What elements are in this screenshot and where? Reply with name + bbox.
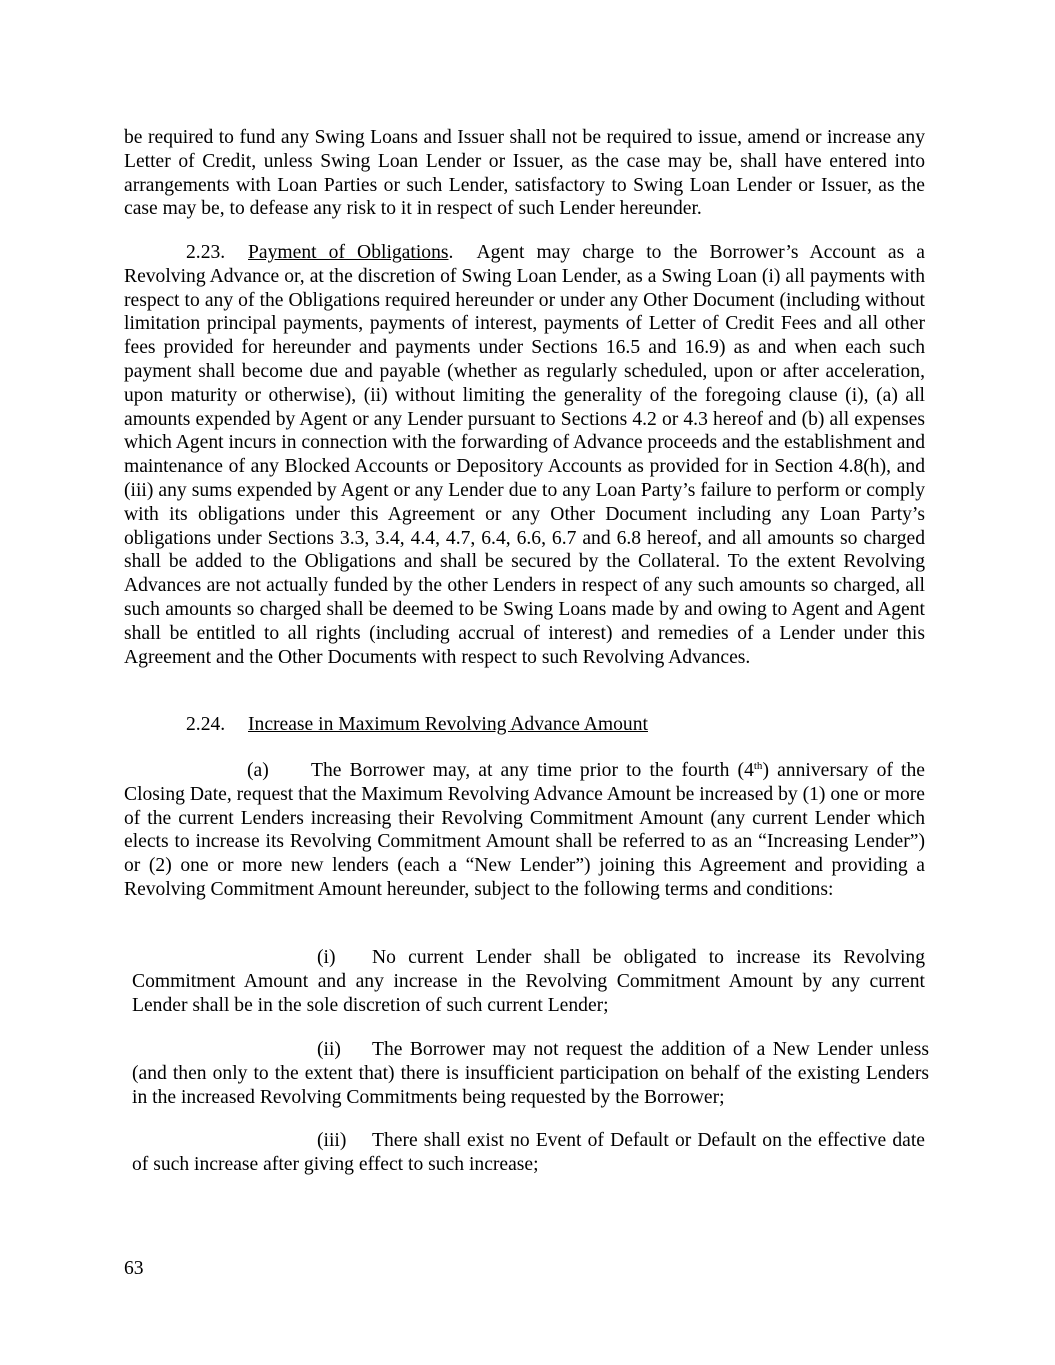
section-body: Agent may charge to the Borrower’s Account as a Revolving Advance or, at the discretion of Swing Loan Lender, as a Swing Loan (i) all payments with respect to any of the Obligations required hereunder or under any Other Document (including without limitation principal payments, payments of interest, payments of Letter of Credit Fees and all other fees provided for hereunder and payments under Sections 16.5 and 16.9) as and when each such payment shall become due and payable (whether as regularly scheduled, upon or after acceleration, upon maturity or otherwise), (ii) without limiting the generality of the foregoing clause (i), (a) all amounts expended by Agent or any Lender pursuant to Sections 4.2 or 4.3 hereof and (b) all expenses which Agent incurs in connection with the forwarding of Advance proceeds and the establishment and maintenance of any Blocked Accounts or Depository Accounts as provided for in Section 4.8(h), and (iii) any sums expended by Agent or any Lender due to any Loan Party’s failure to perform or comply with its obligations under this Agreement or any Other Document including any Loan Party’s obligations under Sections 3.3, 3.4, 4.4, 4.7, 6.4, 6.6, 6.7 and 6.8 hereof, and all amounts so charged shall be added to the Obligations and shall be secured by the Collateral. To the extent Revolving Advances are not actually funded by the other Lenders in respect of any such amounts so charged, all such amounts so charged shall be deemed to be Swing Loans made by and owing to Agent and Agent shall be entitled to all rights (including accrual of interest) and remedies of a Lender under this Agreement and the Other Documents with respect to such Revolving Advances. bbox=[124, 242, 926, 668]
clause-text-part1: The Borrower may, at any time prior to the fourth (4 bbox=[311, 760, 754, 781]
clause-text: No current Lender shall be obligated to increase its Revolving Commitment Amount and any increase in the Revolving Commitment Amount by any current Lender shall be in the sole discretion of such current Lender; bbox=[132, 947, 925, 1016]
clause-text: The Borrower may not request the addition of a New Lender unless (and then only to the extent that) there is insufficient participation on behalf of the existing Lenders in the increased Revolving Commitments being requested by the Borrower; bbox=[132, 1039, 929, 1108]
section-2-23 bbox=[124, 241, 925, 669]
clause-label: (ii) bbox=[317, 1039, 341, 1060]
clause-label: (i) bbox=[317, 947, 336, 968]
clause-label: (a) bbox=[247, 760, 269, 781]
section-number: 2.23. bbox=[186, 242, 226, 263]
paragraph-intro: be required to fund any Swing Loans and Issuer shall not be required to issue, amend or increase any Letter of Credit, unless Swing Loan Lender or Issuer, as the case may be, shall have entered into arrangements with Loan Parties or such Lender, satisfactory to Swing Loan Lender or Issuer, as the case may be, to defease any risk to it in respect of such Lender hereunder. bbox=[124, 127, 925, 220]
clause-i bbox=[132, 946, 925, 1017]
clause-text: There shall exist no Event of Default or Default on the effective date of such increase after giving effect to such increase; bbox=[132, 1130, 925, 1175]
clause-label: (iii) bbox=[317, 1130, 347, 1151]
clause-a bbox=[124, 759, 925, 902]
section-number: 2.24. bbox=[186, 714, 226, 735]
section-heading: Increase in Maximum Revolving Advance Amount bbox=[248, 714, 648, 735]
heading-punctuation: . bbox=[448, 242, 454, 263]
section-heading: Payment of Obligations bbox=[248, 242, 449, 263]
page-number: 63 bbox=[124, 1258, 144, 1279]
section-2-24-heading bbox=[124, 713, 925, 737]
clause-text-part2: ) anniversary of the Closing Date, request that the Maximum Revolving Advance Amount be increased by (1) one or more of the current Lenders increasing their Revolving Commitment Amount (any current Lender which elects to increase its Revolving Commitment Amount shall be referred to as an “Increasing Lender”) or (2) one or more new lenders (each a “New Lender”) joining this Agreement and providing a Revolving Commitment Amount hereunder, subject to the following terms and conditions: bbox=[124, 760, 925, 900]
clause-iii bbox=[132, 1129, 925, 1177]
clause-ii bbox=[132, 1038, 929, 1109]
ordinal-superscript: th bbox=[753, 760, 763, 772]
